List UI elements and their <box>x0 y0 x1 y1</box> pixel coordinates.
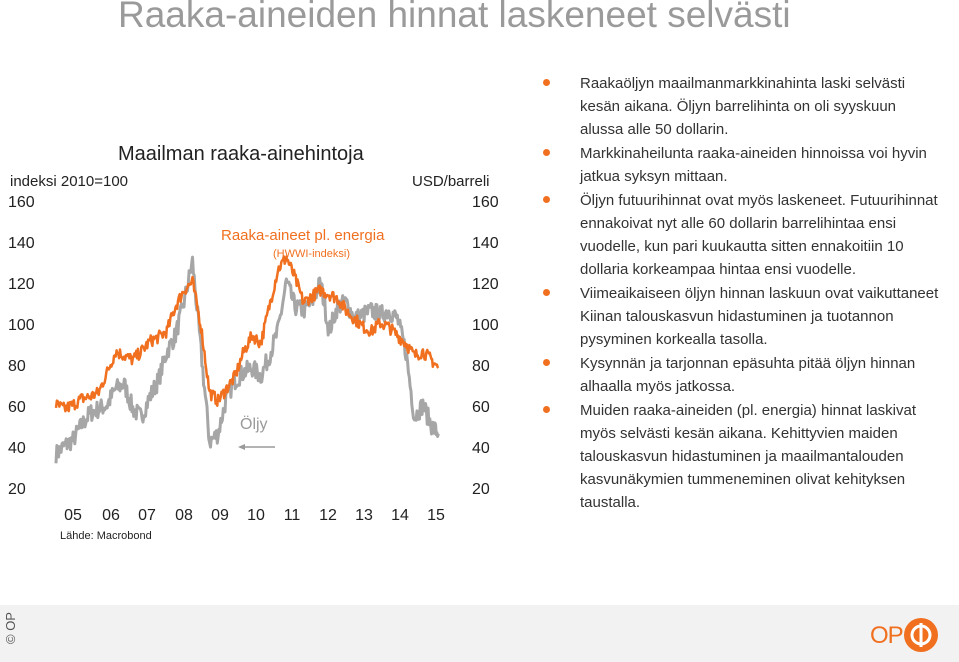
x-tick-label: 11 <box>283 507 301 524</box>
bullet-text: Muiden raaka-aineiden (pl. energia) hinnat laskivat myös selvästi kesän aikana. Kehittyvien maiden talouskasvun hidastuminen ja maailmantalouden kasvunäkymien tummeneminen olivat kehityksen taustalla. <box>580 402 917 511</box>
bullet-item <box>540 352 940 398</box>
x-tick-label: 05 <box>64 507 82 524</box>
copyright-text: © OP <box>3 612 18 644</box>
left-ytick: 100 <box>8 317 35 334</box>
slide-title: Raaka-aineiden hinnat laskeneet selvästi <box>118 0 791 35</box>
bullet-dot-icon <box>543 406 550 413</box>
left-axis-label: indeksi 2010=100 <box>10 173 129 190</box>
left-ytick: 20 <box>8 481 26 498</box>
right-ytick: 140 <box>472 235 499 252</box>
bullet-dot-icon <box>543 79 550 86</box>
chart-title: Maailman raaka-ainehintoja <box>118 143 364 165</box>
right-ytick: 20 <box>472 481 490 498</box>
x-tick-label: 08 <box>175 507 193 524</box>
bullet-text: Viimeaikaiseen öljyn hinnan laskuun ovat vaikuttaneet Kiinan talouskasvun hidastuminen ja tuotannon pysyminen korkealla tasolla. <box>580 285 939 348</box>
left-ytick: 140 <box>8 235 35 252</box>
legend-commodities-sublabel: (HWWI-indeksi) <box>273 248 350 260</box>
bullet-text: Markkinaheilunta raaka-aineiden hinnoissa voi hyvin jatkua syksyn mittaan. <box>580 145 927 185</box>
op-logo-icon <box>903 617 939 653</box>
right-ytick: 160 <box>472 194 499 211</box>
right-axis-label: USD/barreli <box>412 173 490 190</box>
x-tick-label: 12 <box>319 507 337 524</box>
bullet-item <box>540 72 940 141</box>
left-ytick: 120 <box>8 276 35 293</box>
left-ytick: 40 <box>8 440 26 457</box>
bullet-item <box>540 399 940 514</box>
bullet-list <box>540 72 940 514</box>
bullet-dot-icon <box>543 196 550 203</box>
chart-plot-area <box>0 0 520 560</box>
footer-bar <box>0 605 959 662</box>
x-tick-label: 15 <box>427 507 445 524</box>
left-ytick: 160 <box>8 194 35 211</box>
bullet-text: Raakaöljyn maailmanmarkkinahinta laski selvästi kesän aikana. Öljyn barrelihinta on oli syyskuun alussa alle 50 dollarin. <box>580 75 906 138</box>
x-tick-label: 14 <box>391 507 409 524</box>
bullet-dot-icon <box>543 289 550 296</box>
bullet-item <box>540 142 940 188</box>
left-ytick: 60 <box>8 399 26 416</box>
bullet-dot-icon <box>543 149 550 156</box>
x-tick-label: 10 <box>247 507 265 524</box>
oil-label-arrowhead <box>238 444 245 450</box>
bullet-text: Kysynnän ja tarjonnan epäsuhta pitää öljyn hinnan alhaalla myös jatkossa. <box>580 355 916 395</box>
x-tick-label: 13 <box>355 507 373 524</box>
x-tick-label: 09 <box>211 507 229 524</box>
bullet-dot-icon <box>543 359 550 366</box>
left-ytick: 80 <box>8 358 26 375</box>
op-logo-text: OP <box>870 622 903 649</box>
right-ytick: 40 <box>472 440 490 457</box>
x-tick-label: 07 <box>138 507 156 524</box>
legend-commodities-label: Raaka-aineet pl. energia <box>221 227 385 244</box>
chart-source: Lähde: Macrobond <box>60 530 152 542</box>
bullet-item <box>540 282 940 351</box>
x-tick-label: 06 <box>102 507 120 524</box>
bullet-item <box>540 189 940 281</box>
right-ytick: 100 <box>472 317 499 334</box>
right-ytick: 80 <box>472 358 490 375</box>
legend-oil-label: Öljy <box>240 416 268 433</box>
right-ytick: 60 <box>472 399 490 416</box>
bullet-text: Öljyn futuurihinnat ovat myös laskeneet. Futuurihinnat ennakoivat nyt alle 60 dollarin barrelihintaa ensi vuodelle, kun pari kuukautta sitten ennakoitiin 10 dollaria korkeampaa hintaa ensi vuodelle. <box>580 192 938 278</box>
right-ytick: 120 <box>472 276 499 293</box>
